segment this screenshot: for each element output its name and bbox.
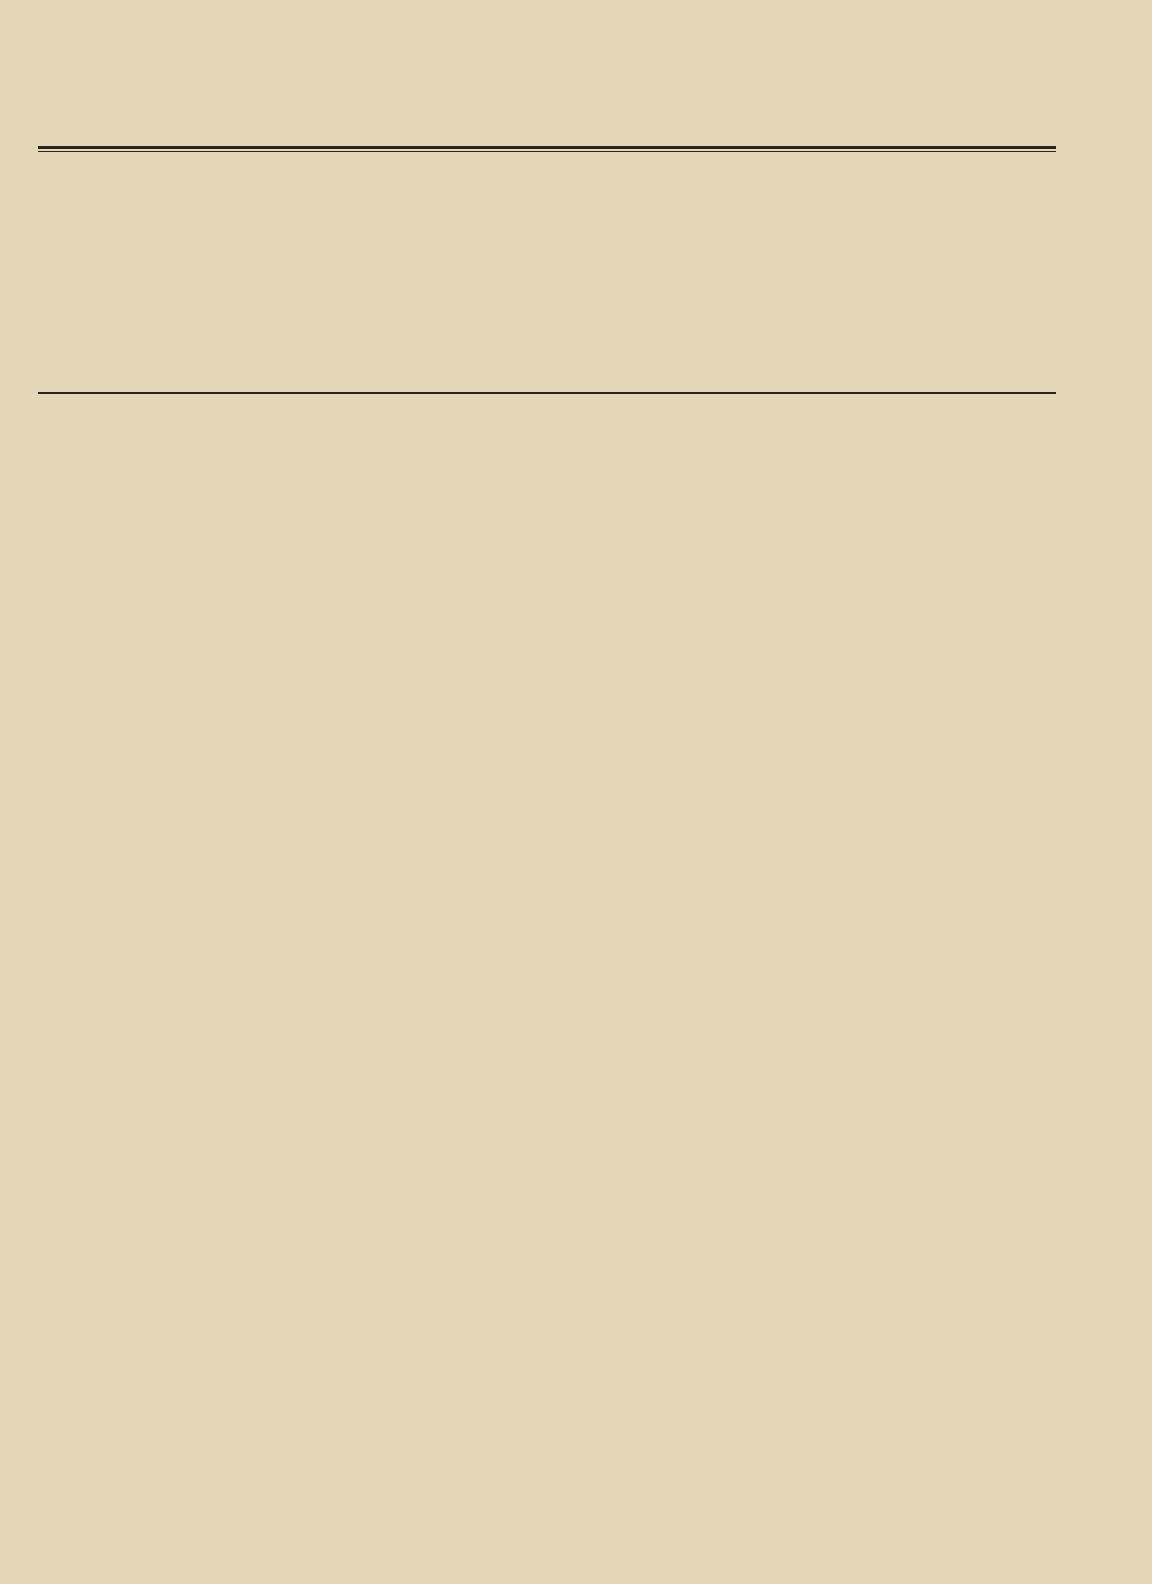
top-rule: [38, 146, 1056, 149]
top-rule-thin: [38, 151, 1056, 152]
header-bottom-rule: [38, 392, 1056, 394]
